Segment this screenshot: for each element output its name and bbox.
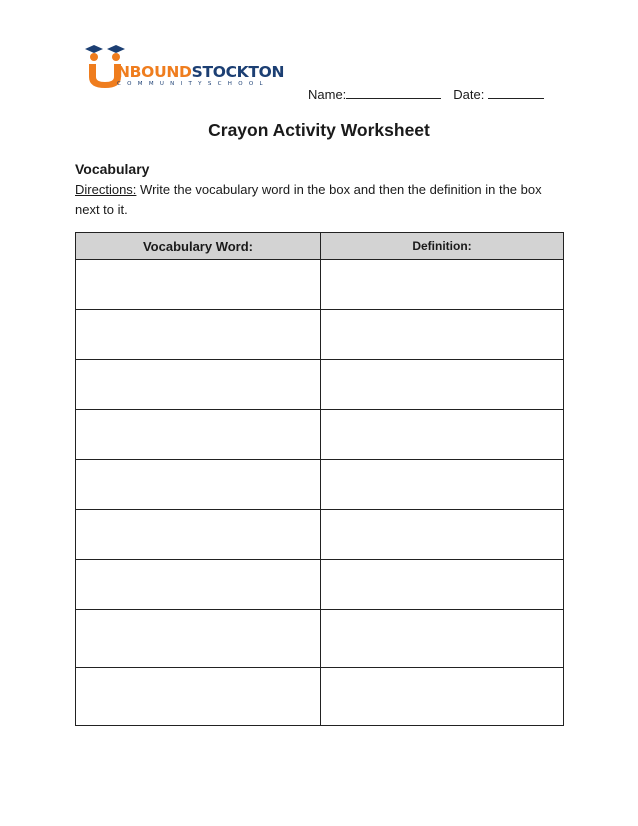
word-cell[interactable] xyxy=(76,610,321,668)
name-label: Name: xyxy=(308,87,347,102)
table-row xyxy=(76,360,564,410)
definition-cell[interactable] xyxy=(321,510,564,560)
column-header-word: Vocabulary Word: xyxy=(76,233,321,260)
table-row xyxy=(76,668,564,726)
word-cell[interactable] xyxy=(76,360,321,410)
table-row xyxy=(76,510,564,560)
table-row xyxy=(76,460,564,510)
definition-cell[interactable] xyxy=(321,410,564,460)
name-line[interactable] xyxy=(346,87,441,99)
definition-cell[interactable] xyxy=(321,260,564,310)
directions xyxy=(75,180,565,220)
worksheet-title: Crayon Activity Worksheet xyxy=(208,120,430,140)
directions-text: Write the vocabulary word in the box and then the definition in the box next to it. xyxy=(75,182,542,217)
section-heading: Vocabulary xyxy=(75,161,150,177)
word-cell[interactable] xyxy=(76,510,321,560)
table-row xyxy=(76,310,564,360)
name-date-fields xyxy=(308,87,544,102)
vocabulary-table xyxy=(75,232,564,726)
table-row xyxy=(76,410,564,460)
table-row xyxy=(76,560,564,610)
word-cell[interactable] xyxy=(76,560,321,610)
logo-subtitle: COMMUNITYSCHOOL xyxy=(117,81,269,87)
column-header-definition: Definition: xyxy=(321,233,564,260)
word-cell[interactable] xyxy=(76,668,321,726)
word-cell[interactable] xyxy=(76,410,321,460)
word-cell[interactable] xyxy=(76,310,321,360)
definition-cell[interactable] xyxy=(321,668,564,726)
word-cell[interactable] xyxy=(76,260,321,310)
table-row xyxy=(76,610,564,668)
logo-wordmark: NBOUNDSTOCKTON xyxy=(117,63,285,81)
definition-cell[interactable] xyxy=(321,460,564,510)
date-label: Date: xyxy=(453,87,485,102)
table-row xyxy=(76,260,564,310)
directions-label: Directions: xyxy=(75,182,137,197)
definition-cell[interactable] xyxy=(321,610,564,668)
definition-cell[interactable] xyxy=(321,360,564,410)
definition-cell[interactable] xyxy=(321,310,564,360)
school-logo xyxy=(83,42,285,92)
date-line[interactable] xyxy=(488,87,544,99)
word-cell[interactable] xyxy=(76,460,321,510)
definition-cell[interactable] xyxy=(321,560,564,610)
